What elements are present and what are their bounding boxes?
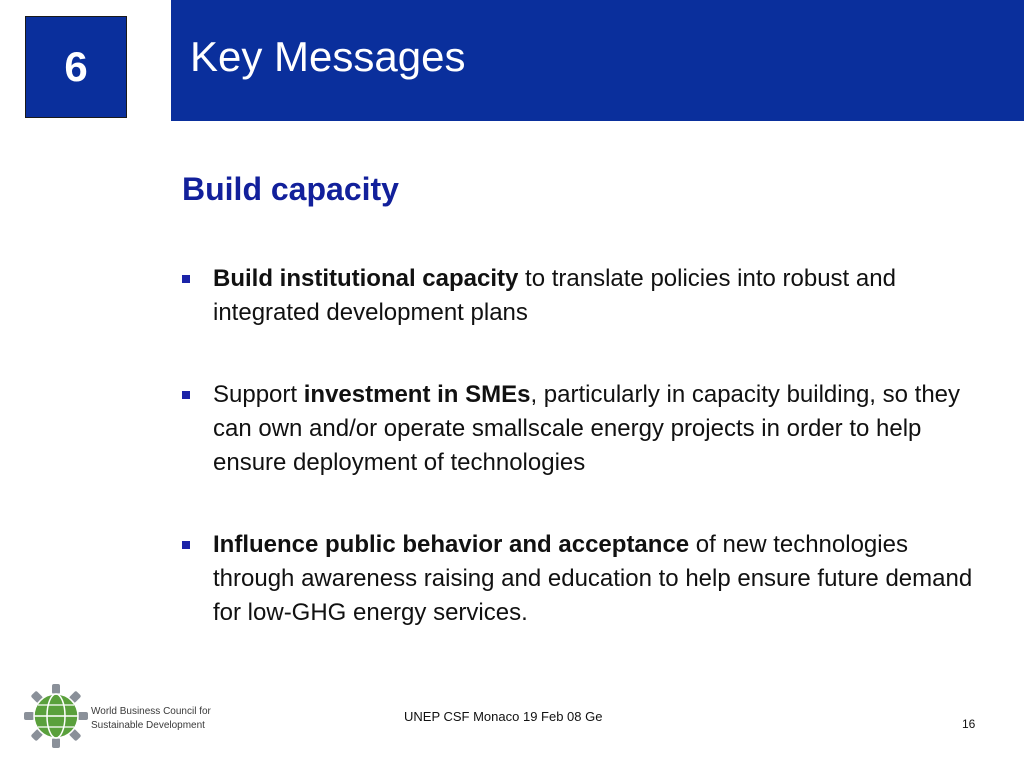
bullet-bold: Influence public behavior and acceptance bbox=[213, 531, 690, 558]
bullet-list bbox=[182, 262, 982, 630]
section-subheading: Build capacity bbox=[182, 171, 399, 207]
square-bullet-icon bbox=[182, 541, 190, 549]
bullet-item-institutional-capacity bbox=[182, 262, 982, 330]
bullet-bold: Build institutional capacity bbox=[213, 265, 519, 292]
logo-text bbox=[91, 705, 211, 733]
footer-text: UNEP CSF Monaco 19 Feb 08 Ge bbox=[404, 709, 603, 724]
slide-number: 6 bbox=[64, 43, 88, 90]
bullet-rest: to translate policies into robust and integrated development plans bbox=[213, 265, 896, 326]
page-number: 16 bbox=[962, 717, 976, 731]
square-bullet-icon bbox=[182, 391, 190, 399]
bullet-bold: investment in SMEs bbox=[303, 381, 531, 408]
bullet-item-public-behavior bbox=[182, 528, 982, 630]
logo-text-line1: World Business Council for bbox=[91, 706, 211, 717]
square-bullet-icon bbox=[182, 275, 190, 283]
logo-text-line2: Sustainable Development bbox=[91, 720, 205, 731]
bullet-rest: of new technologies through awareness raising and education to help ensure future demand for low-GHG energy services. bbox=[213, 531, 973, 626]
bullet-lead: Support bbox=[213, 381, 304, 408]
bullet-rest: , particularly in capacity building, so they can own and/or operate smallscale energy projects in order to help ensure deployment of technologies bbox=[213, 381, 961, 476]
bullet-item-investment-smes bbox=[182, 378, 982, 480]
wbcsd-globe-gear-icon bbox=[24, 684, 88, 748]
slide-title: Key Messages bbox=[190, 33, 466, 80]
wbcsd-logo bbox=[24, 684, 224, 748]
slide-number-box bbox=[25, 16, 127, 118]
